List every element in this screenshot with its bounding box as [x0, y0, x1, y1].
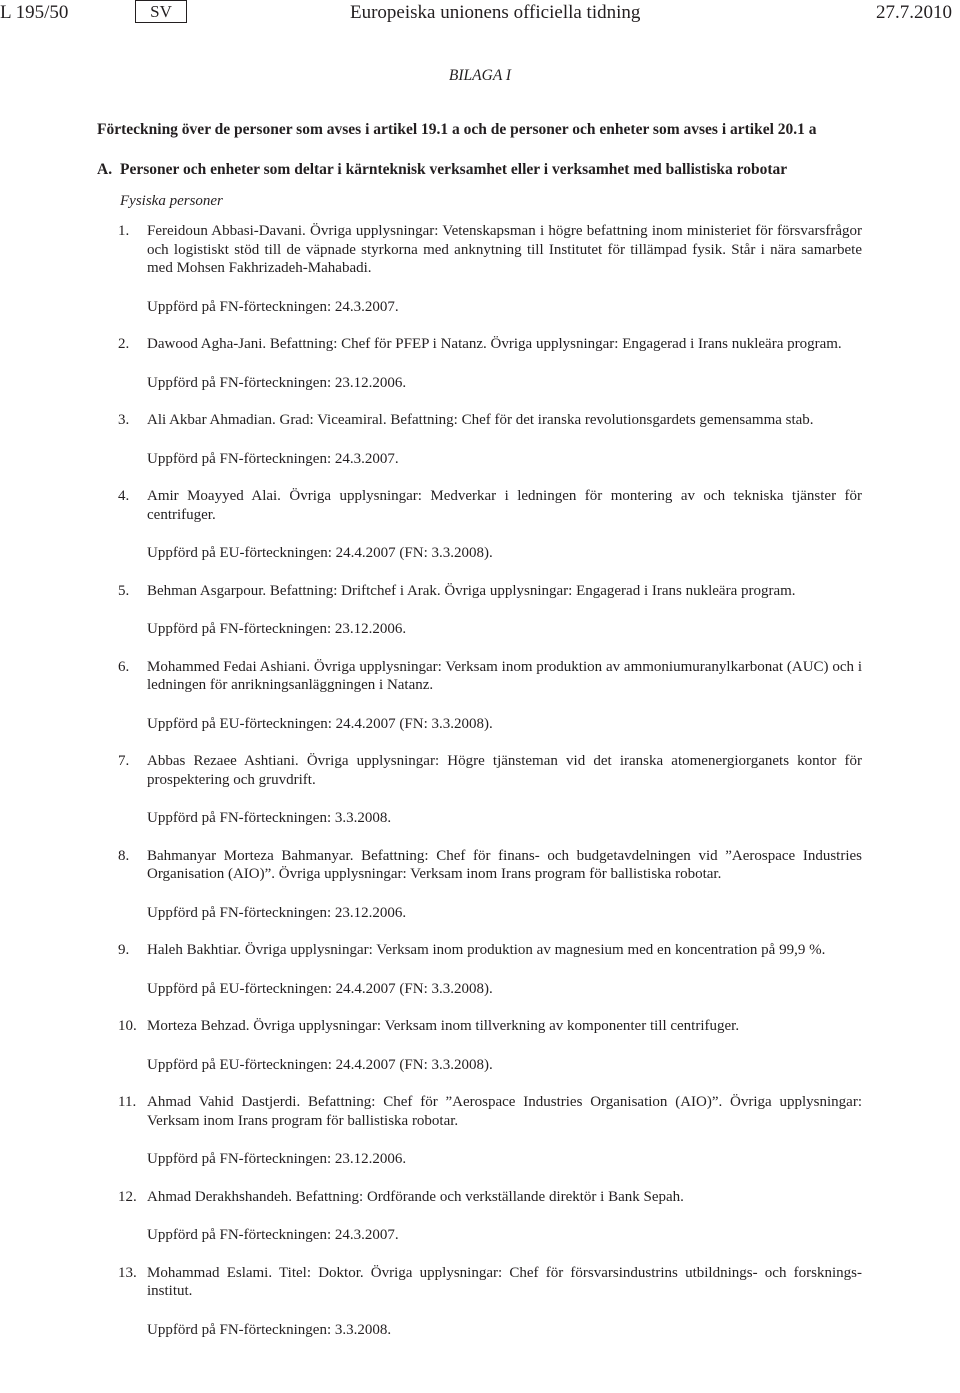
entry-text: Ali Akbar Ahmadian. Grad: Viceamiral. Befattning: Chef för det iranska revolutionsgardets gemensamma stab. [147, 412, 814, 428]
entry-number: 11. [118, 1094, 137, 1110]
entry-text: Abbas Rezaee Ashtiani. Övriga upplysningar: Högre tjänsteman vid det iranska atomenergiorganets kontor för prospektering och gruvdrift. [147, 753, 862, 788]
entry-text: Bahmanyar Morteza Bahmanyar. Befattning: Chef för finans- och budgetavdelningen vid ”Aerospace Industries Organisation (AIO)”. Övriga upplysningar: Verksam inom Irans program för ballistiska robotar. [147, 847, 862, 882]
entry-listing: Uppförd på FN-förteckningen: 23.12.2006. [147, 1151, 407, 1167]
list-item [118, 487, 862, 563]
entry-text: Haleh Bakhtiar. Övriga upplysningar: Verksam inom produktion av magnesium med en koncentration på 99,9 %. [147, 942, 826, 958]
entry-listing: Uppförd på EU-förteckningen: 24.4.2007 (FN: 3.3.2008). [147, 715, 493, 732]
language-badge: SV [135, 0, 187, 23]
list-item [118, 1264, 862, 1340]
section-title: Personer och enheter som deltar i kärnteknisk verksamhet eller i verksamhet med ballistiska robotar [120, 161, 788, 178]
list-item [118, 1017, 862, 1074]
entry-text: Ahmad Vahid Dastjerdi. Befattning: Chef för ”Aerospace Industries Organisation (AIO)”. Övriga upplysningar: Verksam inom Irans program för ballistiska robotar. [147, 1094, 862, 1129]
entry-number: 10. [118, 1018, 137, 1034]
entry-number: 7. [118, 753, 130, 769]
list-item [118, 411, 862, 468]
entry-listing: Uppförd på FN-förteckningen: 3.3.2008. [147, 1321, 392, 1338]
publication-date: 27.7.2010 [876, 2, 952, 23]
entry-text: Dawood Agha-Jani. Befattning: Chef för PFEP i Natanz. Övriga upplysningar: Engagerad i Irans nukleära program. [147, 336, 842, 352]
section-heading [97, 161, 957, 179]
entry-number: 5. [118, 582, 130, 599]
entry-number: 12. [118, 1188, 137, 1205]
list-item [118, 1188, 862, 1245]
entry-listing: Uppförd på FN-förteckningen: 23.12.2006. [147, 621, 407, 637]
entry-number: 13. [118, 1264, 137, 1281]
entry-number: 6. [118, 658, 130, 675]
list-item [118, 847, 862, 923]
entry-number: 1. [118, 223, 130, 239]
document-title: Förteckning över de personer som avses i artikel 19.1 a och de personer och enheter som avses i artikel 20.1 a [97, 121, 817, 138]
entry-number: 3. [118, 412, 130, 428]
entry-listing: Uppförd på FN-förteckningen: 24.3.2007. [147, 450, 399, 467]
list-item [118, 752, 862, 828]
entry-number: 9. [118, 942, 130, 958]
entry-text: Fereidoun Abbasi-Davani. Övriga upplysningar: Vetenskapsman i högre befattning inom ministeriet för försvarsfrågor och logistiskt stöd till de väpnade styrkorna med anknytning till Institutet för tillämpad fysik. Står i nära samarbete med Mohsen Fakhrizadeh-Mahabadi. [147, 223, 862, 276]
entry-number: 8. [118, 847, 130, 864]
list-item [118, 1093, 862, 1169]
entry-listing: Uppförd på EU-förteckningen: 24.4.2007 (FN: 3.3.2008). [147, 980, 493, 997]
entry-number: 2. [118, 336, 130, 352]
entry-listing: Uppförd på EU-förteckningen: 24.4.2007 (FN: 3.3.2008). [147, 545, 493, 561]
list-item [118, 335, 862, 392]
entry-listing: Uppförd på FN-förteckningen: 24.3.2007. [147, 298, 399, 315]
list-item [118, 658, 862, 734]
list-item [118, 941, 862, 998]
journal-title: Europeiska unionens officiella tidning [350, 2, 641, 23]
list-item [118, 222, 862, 316]
person-list [118, 222, 862, 1358]
annex-label: BILAGA I [448, 67, 512, 84]
entry-listing: Uppförd på FN-förteckningen: 3.3.2008. [147, 810, 392, 826]
entry-text: Amir Moayyed Alai. Övriga upplysningar: Medverkar i ledningen för montering av och tekniska tjänster för centrifuger. [147, 488, 862, 523]
entry-text: Morteza Behzad. Övriga upplysningar: Verksam inom tillverkning av komponenter till centrifuger. [147, 1018, 740, 1034]
entry-text: Behman Asgarpour. Befattning: Driftchef i Arak. Övriga upplysningar: Engagerad i Irans nukleära program. [147, 582, 796, 599]
entry-listing: Uppförd på EU-förteckningen: 24.4.2007 (FN: 3.3.2008). [147, 1056, 493, 1073]
entry-number: 4. [118, 488, 130, 504]
section-marker: A. [97, 161, 113, 178]
subsection-heading: Fysiska personer [120, 193, 223, 209]
list-item [118, 582, 862, 639]
page-reference: L 195/50 [0, 2, 69, 23]
entry-listing: Uppförd på FN-förteckningen: 23.12.2006. [147, 904, 407, 921]
entry-text: Mohammed Fedai Ashiani. Övriga upplysningar: Verksam inom produktion av ammoniumuranylkarbonat (AUC) och i ledningen för anrikningsanläggningen i Natanz. [147, 658, 862, 693]
entry-text: Ahmad Derakhshandeh. Befattning: Ordförande och verkställande direktör i Bank Sepah. [147, 1188, 684, 1205]
entry-text: Mohammad Eslami. Titel: Doktor. Övriga upplysningar: Chef för försvarsindustrins utbildnings- och forskningsinstitut. [147, 1264, 862, 1299]
entry-listing: Uppförd på FN-förteckningen: 23.12.2006. [147, 374, 407, 391]
page-header [0, 0, 960, 26]
entry-listing: Uppförd på FN-förteckningen: 24.3.2007. [147, 1227, 399, 1243]
